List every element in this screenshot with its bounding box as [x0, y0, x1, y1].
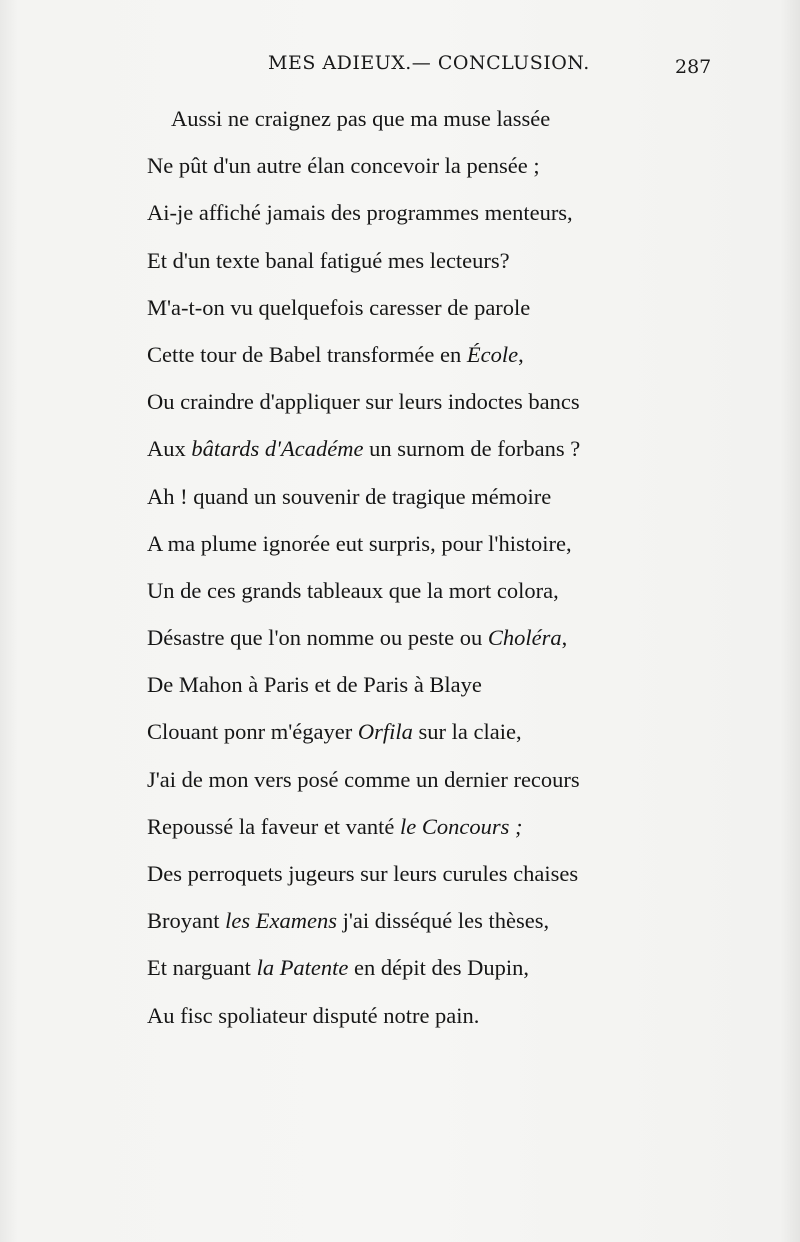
verse-text: Ah ! quand un souvenir de tragique mémoire: [147, 483, 552, 509]
verse-line: [147, 904, 727, 951]
verse-text: Ou craindre d'appliquer sur leurs indoctes bancs: [147, 389, 580, 415]
page-number: 287: [675, 56, 712, 78]
verse-text: Aux: [147, 436, 192, 462]
verse-text: ,: [561, 625, 568, 651]
verse-text: j'ai disséqué les thèses,: [336, 908, 550, 934]
verse-line: [147, 338, 727, 385]
verse-line: [147, 621, 727, 668]
verse-line: [147, 574, 727, 621]
verse-text: sur la claie,: [412, 719, 522, 745]
verse-text: Et d'un texte banal fatigué mes lecteurs?: [147, 247, 510, 273]
verse-text: Clouant ponr m'égayer: [147, 719, 358, 745]
verse-text: Aussi ne craignez pas que ma muse lassée: [171, 106, 551, 131]
italic-text: le Concours ;: [400, 813, 523, 839]
verse-text: Repoussé la faveur et vanté: [147, 813, 401, 839]
verse-text: A ma plume ignorée eut surpris, pour l'histoire,: [147, 530, 572, 556]
verse-text: Ai-je affiché jamais des programmes menteurs,: [147, 200, 573, 226]
verse-text: J'ai de mon vers posé comme un dernier recours: [147, 766, 580, 792]
verse-line: [147, 244, 727, 291]
verse-text: ,: [518, 341, 524, 367]
verse-text: De Mahon à Paris et de Paris à Blaye: [147, 672, 482, 698]
verse-text: Cette tour de Babel transformée en: [147, 341, 467, 367]
italic-text: École: [466, 341, 519, 367]
verse-text: Au fisc spoliateur disputé notre pain.: [147, 1002, 480, 1028]
verse-text: Ne pût d'un autre élan concevoir la pensée ;: [147, 153, 540, 179]
poem-text: [147, 102, 727, 1046]
verse-line: [147, 763, 727, 810]
verse-line: [147, 196, 727, 243]
verse-line: [147, 857, 727, 904]
verse-text: en dépit des Dupin,: [348, 955, 530, 981]
verse-text: Et narguant: [147, 955, 257, 981]
italic-text: les Examens: [225, 908, 337, 934]
italic-text: bâtards d'Académe: [191, 436, 364, 462]
verse-line: [147, 432, 727, 479]
verse-line: [147, 715, 727, 762]
verse-line: [147, 527, 727, 574]
italic-text: la Patente: [256, 955, 349, 981]
italic-text: Choléra: [487, 625, 562, 651]
verse-text: Des perroquets jugeurs sur leurs curules chaises: [147, 861, 579, 886]
verse-text: Broyant: [147, 908, 226, 934]
verse-text: M'a-t-on vu quelquefois caresser de parole: [147, 294, 531, 320]
verse-line: [147, 149, 727, 196]
verse-line: [147, 999, 727, 1046]
verse-line: [147, 291, 727, 338]
verse-text: Désastre que l'on nomme ou peste ou: [147, 625, 488, 651]
verse-line: [147, 668, 727, 715]
italic-text: Orfila: [357, 719, 413, 745]
verse-line: [147, 480, 727, 527]
verse-text: Un de ces grands tableaux que la mort colora,: [147, 577, 559, 603]
verse-line: [147, 385, 727, 432]
verse-line: [147, 810, 727, 857]
verse-text: un surnom de forbans ?: [363, 436, 581, 462]
verse-line: [147, 951, 727, 998]
verse-line: [147, 102, 727, 149]
running-header: MES ADIEUX.— CONCLUSION.: [268, 52, 590, 74]
